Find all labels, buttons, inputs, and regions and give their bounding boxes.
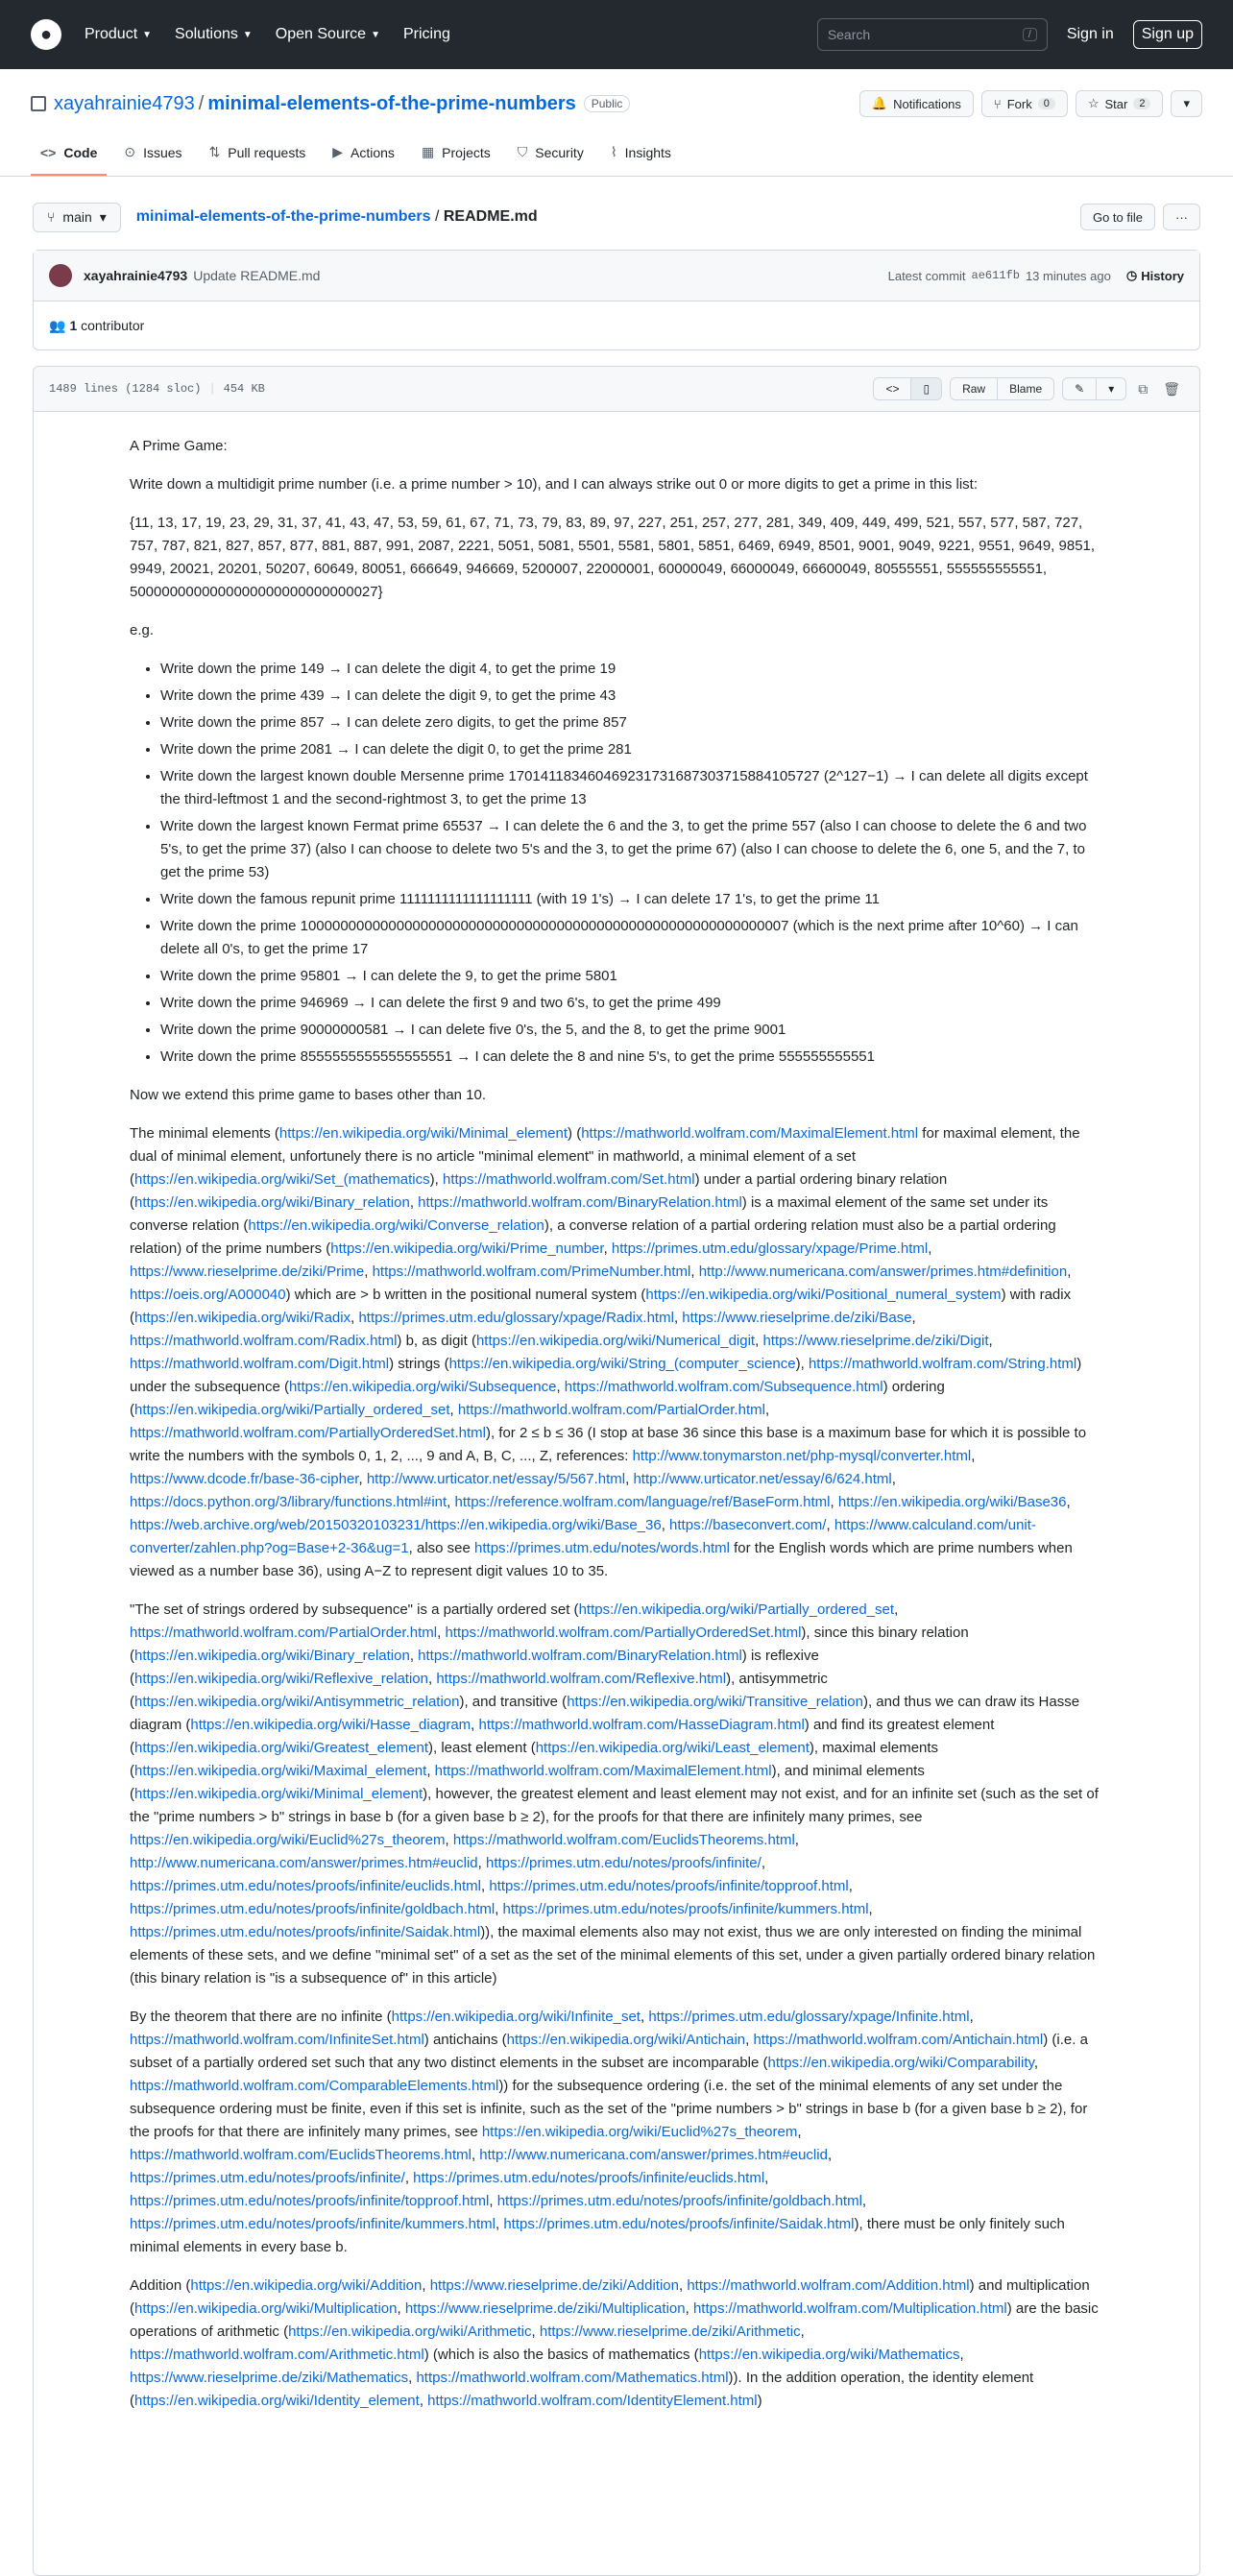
readme-link[interactable]: https://en.wikipedia.org/wiki/Positional_numeral_system <box>645 1287 1002 1303</box>
readme-link[interactable]: https://en.wikipedia.org/wiki/Set_(mathematics <box>134 1171 430 1188</box>
readme-link[interactable]: https://mathworld.wolfram.com/MaximalElement.html <box>434 1763 772 1779</box>
readme-link[interactable]: http://www.tonymarston.net/php-mysql/converter.html <box>632 1448 972 1464</box>
readme-link[interactable]: https://mathworld.wolfram.com/Mathematics.html <box>416 2370 729 2386</box>
list-item: • Write down the prime 149 → I can delete the digit 4, to get the prime 19 <box>160 658 1103 681</box>
readme-link[interactable]: https://mathworld.wolfram.com/BinaryRelation.html <box>418 1194 742 1211</box>
avatar[interactable] <box>49 264 72 287</box>
chevron-down-icon: ▾ <box>99 208 107 225</box>
breadcrumb-filename: README.md <box>443 208 538 225</box>
readme-link[interactable]: https://en.wikipedia.org/wiki/Base36 <box>837 1494 1067 1510</box>
repo-actions <box>859 90 1202 117</box>
readme-link[interactable]: https://primes.utm.edu/notes/proofs/infinite/kummers.html <box>502 1901 869 1917</box>
commit-author-link[interactable]: xayahrainie4793 <box>84 268 188 283</box>
readme-link[interactable]: https://en.wikipedia.org/wiki/Multiplication <box>134 2300 398 2317</box>
readme-link[interactable]: https://oeis.org/A000040 <box>130 1287 286 1303</box>
readme-link[interactable]: https://primes.utm.edu/glossary/xpage/Infinite.html <box>648 2009 970 2025</box>
list-item: • Write down the prime 439 → I can delete the digit 9, to get the prime 43 <box>160 685 1103 708</box>
nav-open-source[interactable]: Open Source ▼ <box>275 26 380 42</box>
nav-product[interactable]: Product ▼ <box>85 26 153 42</box>
readme-link[interactable]: https://docs.python.org/3/library/functions.html#int <box>130 1494 447 1510</box>
readme-link[interactable]: https://mathworld.wolfram.com/BinaryRelation.html <box>418 1648 742 1664</box>
readme-link[interactable]: https://reference.wolfram.com/language/ref/BaseForm.html <box>454 1494 831 1510</box>
chevron-down-icon: ▼ <box>371 29 380 40</box>
readme-link[interactable]: https://primes.utm.edu/notes/proofs/infinite/ <box>130 2170 405 2186</box>
readme-link[interactable]: https://primes.utm.edu/notes/proofs/infinite/ <box>486 1855 762 1871</box>
example-list <box>130 658 1103 1069</box>
branch-selector[interactable]: ⑂ main ▾ <box>33 203 121 232</box>
list-item: • Write down the largest known Fermat prime 65537 → I can delete the 6 and the 3, to get the prime 557 (also I can choose to delete the 6 and two 5's, to get the prime 37) (also I can choose to delete two 5's and the 3, to get the prime 67) (also I can choose to delete the 6, one 5, and the 7, to get the prime 53) <box>160 815 1103 884</box>
file-viewer <box>33 366 1200 2576</box>
commit-meta: Latest commit ae611fb 13 minutes ago ◷ History <box>887 268 1184 283</box>
readme-paragraph: Now we extend this prime game to bases other than 10. <box>130 1087 487 1103</box>
view-toggle <box>873 377 942 400</box>
readme-link[interactable]: https://mathworld.wolfram.com/Reflexive.html <box>436 1671 727 1687</box>
readme-link[interactable]: https://primes.utm.edu/notes/proofs/infinite/euclids.html <box>130 1878 482 1894</box>
readme-link[interactable]: https://primes.utm.edu/notes/proofs/infinite/goldbach.html <box>496 2193 862 2209</box>
table-icon: ▦ <box>421 144 435 159</box>
repo-name-link[interactable]: minimal-elements-of-the-prime-numbers <box>207 92 576 114</box>
fork-button[interactable]: ⑂ Fork 0 <box>981 90 1068 117</box>
readme-link[interactable]: https://en.wikipedia.org/wiki/Antisymmetric_relation <box>134 1694 460 1710</box>
chevron-down-icon: ▾ <box>1183 96 1190 110</box>
readme-paragraph: The minimal elements (https://en.wikipedia.org/wiki/Minimal_element) (https://mathworld.wolfram.com/MaximalElement.html for maximal element, the dual of minimal element, unfortunely there is no article "minimal element" in mathworld, a minimal element of a set (https://en.wikipedia.org/wiki/Set_(mathematics), https://mathworld.wolfram.com/Set.html) under a partial ordering binary relation (https://en.wikipedia.org/wiki/Binary_relation, https://mathworld.wolfram.com/BinaryRelation.html) is a maximal element of the same set under its converse relation (https://en.wikipedia.org/wiki/Converse_relation), a converse relation of a partial ordering relation must also be a partial ordering relation) of the prime numbers (https://en.wikipedia.org/wiki/Prime_number, https://primes.utm.edu/glossary/xpage/Prime.html, https://www.rieselprime.de/ziki/Prime, https://mathworld.wolfram.com/PrimeNumber.html, http://www.numericana.com/answer/primes.htm#definition, https://oeis.org/A000040) which are > b written in the positional numeral system (https://en.wikipedia.org/wiki/Positional_numeral_system) with radix (https://en.wikipedia.org/wiki/Radix, https://primes.utm.edu/glossary/xpage/Radix.html, https://www.rieselprime.de/ziki/Base, https://mathworld.wolfram.com/Radix.html) b, as digit (https://en.wikipedia.org/wiki/Numerical_digit, https://www.rieselprime.de/ziki/Digit, https://mathworld.wolfram.com/Digit.html) strings (https://en.wikipedia.org/wiki/String_(computer_science), https://mathworld.wolfram.com/String.html) under the subsequence (https://en.wikipedia.org/wiki/Subsequence, https://mathworld.wolfram.com/Subsequence.html) ordering (https://en.wikipedia.org/wiki/Partially_ordered_set, https://mathworld.wolfram.com/PartialOrder.html, https://mathworld.wolfram.com/PartiallyOrderedSet.html), for 2 ≤ b ≤ 36 (I stop at base 36 since this base is a maximum base for which it is possible to write the numbers with the symbols 0, 1, 2, ..., 9 and A, B, C, ..., Z, references: http://www.tonymarston.net/php-mysql/converter.html, https://www.dcode.fr/base-36-cipher, http://www.urticator.net/essay/5/567.html, http://www.urticator.net/essay/6/624.html, https://docs.python.org/3/library/functions.html#int, https://reference.wolfram.com/language/ref/BaseForm.html, https://en.wikipedia.org/wiki/Base36, https://web.archive.org/web/20150320103231/https://en.wikipedia.org/wiki/Base_36, https://baseconvert.com/, https://www.calculand.com/unit-converter/zahlen.php?og=Base+2-36&ug=1, also see https://primes.utm.edu/notes/words.html for the English words which are prime numbers when viewed as a number base 36), using A−Z to represent digit values 10 to 35. <box>130 1125 1087 1579</box>
readme-link[interactable]: https://www.rieselprime.de/ziki/Addition <box>429 2277 679 2294</box>
issue-icon: ⊙ <box>124 144 136 159</box>
readme-link[interactable]: https://primes.utm.edu/notes/proofs/infinite/Saidak.html <box>503 2216 855 2232</box>
search-shortcut-key: / <box>1023 28 1037 41</box>
commit-time: 13 minutes ago <box>1025 268 1111 283</box>
readme-link[interactable]: https://en.wikipedia.org/wiki/Converse_relation <box>248 1217 544 1234</box>
raw-blame-group <box>950 377 1054 400</box>
tab-issues[interactable]: ⊙ Issues <box>124 144 182 160</box>
readme-link[interactable]: http://www.urticator.net/essay/5/567.html <box>366 1471 626 1487</box>
readme-link[interactable]: https://en.wikipedia.org/wiki/Greatest_element <box>134 1740 428 1756</box>
readme-link[interactable]: https://mathworld.wolfram.com/InfiniteSet.html <box>130 2032 424 2048</box>
tab-insights[interactable]: ⌇ Insights <box>610 144 671 160</box>
readme-link[interactable]: https://primes.utm.edu/notes/proofs/infinite/euclids.html <box>413 2170 765 2186</box>
readme-link[interactable]: http://www.numericana.com/answer/primes.htm#euclid <box>479 2147 828 2163</box>
blame-button[interactable]: Blame <box>998 378 1053 399</box>
repo-header <box>0 69 1233 177</box>
readme-link[interactable]: https://mathworld.wolfram.com/PrimeNumber.html <box>372 1264 691 1280</box>
star-count: 2 <box>1133 98 1150 109</box>
tab-pull-requests[interactable]: ⇅ Pull requests <box>208 144 306 160</box>
readme-link[interactable]: https://en.wikipedia.org/wiki/Arithmetic <box>288 2323 532 2340</box>
readme-link[interactable]: https://www.dcode.fr/base-36-cipher <box>130 1471 359 1487</box>
commit-message-link[interactable]: Update README.md <box>193 268 321 283</box>
tab-code[interactable]: <> Code <box>31 134 107 176</box>
repo-icon <box>31 96 46 111</box>
readme-paragraph: Addition (https://en.wikipedia.org/wiki/Addition, https://www.rieselprime.de/ziki/Addition, https://mathworld.wolfram.com/Addition.html) and multiplication (https://en.wikipedia.org/wiki/Multiplication, https://www.rieselprime.de/ziki/Multiplication, https://mathworld.wolfram.com/Multiplication.html) are the basic operations of arithmetic (https://en.wikipedia.org/wiki/Arithmetic, https://www.rieselprime.de/ziki/Arithmetic, https://mathworld.wolfram.com/Arithmetic.html) (which is also the basics of mathematics (https://en.wikipedia.org/wiki/Mathematics, https://www.rieselprime.de/ziki/Mathematics, https://mathworld.wolfram.com/Mathematics.html)). In the addition operation, the identity element (https://en.wikipedia.org/wiki/Identity_element, https://mathworld.wolfram.com/IdentityElement.html) <box>130 2277 1099 2409</box>
contributors-link[interactable]: 1 contributor <box>69 318 145 333</box>
edit-group <box>1062 377 1126 400</box>
readme-link[interactable]: https://web.archive.org/web/20150320103231/https://en.wikipedia.org/wiki/Base_36 <box>130 1517 662 1533</box>
file-toolbar <box>873 377 1184 400</box>
sign-up-button[interactable]: Sign up <box>1133 20 1202 49</box>
star-button[interactable]: ☆ Star 2 <box>1076 90 1164 117</box>
readme-paragraph: By the theorem that there are no infinite (https://en.wikipedia.org/wiki/Infinite_set, https://primes.utm.edu/glossary/xpage/Infinite.html, https://mathworld.wolfram.com/InfiniteSet.html) antichains (https://en.wikipedia.org/wiki/Antichain, https://mathworld.wolfram.com/Antichain.html) (i.e. a subset of a partially ordered set such that any two distinct elements in the subset are incomparable (https://en.wikipedia.org/wiki/Comparability, https://mathworld.wolfram.com/ComparableElements.html)) for the subsequence ordering (i.e. the set of the minimal elements of any set under the subsequence ordering must be finite, even if this set is infinite, such as the set of the "prime numbers > b" strings in base b (for a given base b ≥ 2), for the proofs for that there are infinitely many primes, see https://en.wikipedia.org/wiki/Euclid%27s_theorem, https://mathworld.wolfram.com/EuclidsTheorems.html, http://www.numericana.com/answer/primes.htm#euclid, https://primes.utm.edu/notes/proofs/infinite/, https://primes.utm.edu/notes/proofs/infinite/euclids.html, https://primes.utm.edu/notes/proofs/infinite/topproof.html, https://primes.utm.edu/notes/proofs/infinite/goldbach.html, https://primes.utm.edu/notes/proofs/infinite/kummers.html, https://primes.utm.edu/notes/proofs/infinite/Saidak.html), there must be only finitely such minimal elements in every base b. <box>130 2009 1088 2255</box>
list-item: • Write down the prime 90000000581 → I can delete five 0's, the 5, and the 8, to get the prime 9001 <box>160 1019 1103 1042</box>
star-icon: ☆ <box>1087 96 1100 110</box>
readme-link[interactable]: https://en.wikipedia.org/wiki/Subsequence <box>288 1379 557 1395</box>
readme-link[interactable]: https://primes.utm.edu/notes/proofs/infinite/goldbach.html <box>130 1901 496 1917</box>
readme-link[interactable]: https://mathworld.wolfram.com/Multiplication.html <box>692 2300 1007 2317</box>
readme-link[interactable]: https://www.calculand.com/unit-converter/zahlen.php?og=Base+2-36&ug=1 <box>130 1517 1036 1556</box>
readme-link[interactable]: https://mathworld.wolfram.com/PartiallyOrderedSet.html <box>130 1425 486 1441</box>
readme-link[interactable]: https://mathworld.wolfram.com/EuclidsTheorems.html <box>452 1832 795 1848</box>
clock-icon: ◷ <box>1125 268 1138 282</box>
graph-icon: ⌇ <box>610 144 617 159</box>
readme-link[interactable]: https://en.wikipedia.org/wiki/Reflexive_relation <box>134 1671 428 1687</box>
readme-link[interactable]: https://mathworld.wolfram.com/Addition.html <box>687 2277 970 2294</box>
shield-icon: ⛉ <box>517 144 528 159</box>
people-icon: 👥 <box>49 317 66 333</box>
readme-link[interactable]: https://mathworld.wolfram.com/Set.html <box>442 1171 695 1188</box>
readme-link[interactable]: https://en.wikipedia.org/wiki/Euclid%27s_theorem <box>481 2124 798 2140</box>
code-icon: <> <box>40 144 57 160</box>
readme-link[interactable]: https://en.wikipedia.org/wiki/Partially_ordered_set <box>578 1601 895 1618</box>
list-item: • Write down the prime 1000000000000000000000000000000000000000000000000000000000007 (which is the next prime after 10^60) → I can delete all 0's, to get the prime 17 <box>160 915 1103 961</box>
readme-link[interactable]: https://www.rieselprime.de/ziki/Mathematics <box>130 2370 409 2386</box>
repo-title <box>31 84 1202 123</box>
divider: | <box>208 382 216 396</box>
readme-link[interactable]: https://baseconvert.com/ <box>669 1517 827 1533</box>
nav-solutions[interactable]: Solutions ▼ <box>175 26 253 42</box>
edit-icon[interactable]: ✎ <box>1063 378 1097 399</box>
breadcrumb-repo-link[interactable]: minimal-elements-of-the-prime-numbers <box>135 208 431 225</box>
readme-link[interactable]: https://en.wikipedia.org/wiki/Euclid%27s_theorem <box>130 1832 446 1848</box>
chevron-down-icon[interactable]: ▾ <box>1097 378 1125 399</box>
readme-link[interactable]: https://primes.utm.edu/notes/proofs/infinite/kummers.html <box>130 2216 496 2232</box>
readme-link[interactable]: https://en.wikipedia.org/wiki/String_(computer_science <box>448 1356 796 1372</box>
chevron-down-icon: ▼ <box>142 29 153 40</box>
readme-link[interactable]: https://www.rieselprime.de/ziki/Digit <box>762 1333 989 1349</box>
repo-owner-link[interactable]: xayahrainie4793 <box>54 92 195 114</box>
file-header <box>34 367 1199 412</box>
top-nav <box>85 26 817 43</box>
readme-link[interactable]: https://mathworld.wolfram.com/IdentityElement.html <box>427 2393 758 2409</box>
file-size: 454 KB <box>223 382 265 396</box>
readme-link[interactable]: https://mathworld.wolfram.com/ComparableElements.html <box>130 2078 499 2094</box>
readme-link[interactable]: https://mathworld.wolfram.com/Radix.html <box>130 1333 398 1349</box>
readme-link[interactable]: https://mathworld.wolfram.com/PartialOrder.html <box>457 1402 765 1418</box>
readme-link[interactable]: https://primes.utm.edu/notes/proofs/infinite/topproof.html <box>489 1878 849 1894</box>
readme-link[interactable]: https://mathworld.wolfram.com/Antichain.html <box>753 2032 1044 2048</box>
readme-link[interactable]: https://en.wikipedia.org/wiki/Binary_relation <box>134 1648 410 1664</box>
branch-icon: ⑂ <box>47 209 56 225</box>
breadcrumb <box>136 208 538 226</box>
readme-link[interactable]: https://www.rieselprime.de/ziki/Prime <box>130 1264 365 1280</box>
readme-link[interactable]: https://en.wikipedia.org/wiki/Hasse_diagram <box>190 1717 471 1733</box>
nav-pricing[interactable]: Pricing <box>402 26 450 42</box>
readme-link[interactable]: https://en.wikipedia.org/wiki/Prime_number <box>330 1240 604 1257</box>
search-input[interactable]: Search / <box>817 18 1048 51</box>
fork-count: 0 <box>1038 98 1055 109</box>
list-item: • Write down the prime 946969 → I can delete the first 9 and two 6's, to get the prime 499 <box>160 992 1103 1015</box>
preview-button[interactable]: ▯ <box>911 378 941 399</box>
readme-link[interactable]: https://www.rieselprime.de/ziki/Multiplication <box>404 2300 686 2317</box>
star-dropdown-button[interactable] <box>1171 90 1202 117</box>
readme-link[interactable]: http://www.urticator.net/essay/6/624.html <box>633 1471 892 1487</box>
readme-link[interactable]: https://primes.utm.edu/glossary/xpage/Radix.html <box>358 1310 674 1326</box>
readme-link[interactable]: https://en.wikipedia.org/wiki/Infinite_set <box>391 2009 641 2025</box>
repo-tabs <box>31 134 1202 176</box>
readme-paragraph: Write down a multidigit prime number (i.e. a prime number > 10), and I can always strike out 0 or more digits to get a prime in this list: <box>130 476 979 493</box>
readme-link[interactable]: https://en.wikipedia.org/wiki/Minimal_element <box>278 1125 568 1142</box>
readme-link[interactable]: https://primes.utm.edu/notes/proofs/infinite/Saidak.html <box>130 1924 481 1940</box>
go-to-file-button[interactable]: Go to file <box>1080 204 1155 230</box>
commit-sha-link[interactable]: ae611fb <box>971 269 1020 282</box>
readme-link[interactable]: https://en.wikipedia.org/wiki/Radix <box>134 1310 351 1326</box>
readme-paragraph: e.g. <box>130 622 155 638</box>
code-view-button[interactable]: <> <box>874 378 911 399</box>
list-item: • Write down the prime 8555555555555555551 → I can delete the 8 and nine 5's, to get the prime 555555555551 <box>160 1046 1103 1069</box>
readme-link[interactable]: https://mathworld.wolfram.com/HasseDiagram.html <box>478 1717 805 1733</box>
github-logo-icon[interactable]: ● <box>31 19 61 50</box>
readme-link[interactable]: https://mathworld.wolfram.com/MaximalElement.html <box>581 1125 919 1142</box>
notifications-button[interactable]: 🔔 Notifications <box>859 90 974 117</box>
history-link[interactable]: ◷ History <box>1125 268 1184 283</box>
readme-link[interactable]: https://en.wikipedia.org/wiki/Minimal_element <box>134 1786 423 1802</box>
fork-icon: ⑂ <box>993 96 1002 111</box>
readme-link[interactable]: https://www.rieselprime.de/ziki/Base <box>682 1310 912 1326</box>
main-content <box>0 200 1233 2576</box>
list-item: • Write down the prime 95801 → I can delete the 9, to get the prime 5801 <box>160 965 1103 988</box>
readme-link[interactable]: https://mathworld.wolfram.com/PartiallyOrderedSet.html <box>445 1625 802 1641</box>
readme-link[interactable]: https://en.wikipedia.org/wiki/Comparability <box>767 2055 1034 2071</box>
readme-link[interactable]: https://mathworld.wolfram.com/Digit.html <box>130 1356 390 1372</box>
readme-paragraph: A Prime Game: <box>130 438 228 454</box>
readme-link[interactable]: https://en.wikipedia.org/wiki/Transitive_relation <box>567 1694 863 1710</box>
readme-link[interactable]: https://primes.utm.edu/notes/words.html <box>474 1540 730 1556</box>
readme-link[interactable]: https://en.wikipedia.org/wiki/Addition <box>190 2277 423 2294</box>
readme-link[interactable]: https://en.wikipedia.org/wiki/Partially_ordered_set <box>134 1402 450 1418</box>
readme-link[interactable]: https://primes.utm.edu/glossary/xpage/Prime.html <box>611 1240 929 1257</box>
copy-icon[interactable]: ⧉ <box>1138 380 1148 397</box>
tab-actions[interactable]: ▶ Actions <box>332 144 395 160</box>
raw-button[interactable]: Raw <box>951 378 998 399</box>
readme-link[interactable]: https://mathworld.wolfram.com/EuclidsTheorems.html <box>130 2147 471 2163</box>
breadcrumb-separator: / <box>434 208 440 225</box>
readme-link[interactable]: https://en.wikipedia.org/wiki/Maximal_element <box>134 1763 427 1779</box>
readme-link[interactable]: https://mathworld.wolfram.com/PartialOrder.html <box>130 1625 438 1641</box>
readme-link[interactable]: https://en.wikipedia.org/wiki/Least_element <box>535 1740 810 1756</box>
readme-link[interactable]: https://en.wikipedia.org/wiki/Numerical_digit <box>475 1333 756 1349</box>
line-count: 1489 lines (1284 sloc) <box>49 382 202 396</box>
readme-link[interactable]: https://www.rieselprime.de/ziki/Arithmetic <box>539 2323 801 2340</box>
pull-request-icon: ⇅ <box>208 144 221 159</box>
trash-icon[interactable]: 🗑 <box>1163 380 1180 397</box>
readme-paragraph: "The set of strings ordered by subsequence" is a partially ordered set (https://en.wikipedia.org/wiki/Partially_ordered_set, https://mathworld.wolfram.com/PartialOrder.html, https://mathworld.wolfram.com/PartiallyOrderedSet.html), since this binary relation (https://en.wikipedia.org/wiki/Binary_relation, https://mathworld.wolfram.com/BinaryRelation.html) is reflexive (https://en.wikipedia.org/wiki/Reflexive_relation, https://mathworld.wolfram.com/Reflexive.html), antisymmetric (https://en.wikipedia.org/wiki/Antisymmetric_relation), and transitive (https://en.wikipedia.org/wiki/Transitive_relation), and thus we can draw its Hasse diagram (https://en.wikipedia.org/wiki/Hasse_diagram, https://mathworld.wolfram.com/HasseDiagram.html) and find its greatest element (https://en.wikipedia.org/wiki/Greatest_element), least element (https://en.wikipedia.org/wiki/Least_element), maximal elements (https://en.wikipedia.org/wiki/Maximal_element, https://mathworld.wolfram.com/MaximalElement.html), and minimal elements (https://en.wikipedia.org/wiki/Minimal_element), however, the greatest element and least element may not exist, and for an infinite set (such as the set of the "prime numbers > b" strings in base b (for a given base b ≥ 2), for the proofs for that there are infinitely many primes, see https://en.wikipedia.org/wiki/Euclid%27s_theorem, https://mathworld.wolfram.com/EuclidsTheorems.html, http://www.numericana.com/answer/primes.htm#euclid, https://primes.utm.edu/notes/proofs/infinite/, https://primes.utm.edu/notes/proofs/infinite/euclids.html, https://primes.utm.edu/notes/proofs/infinite/topproof.html, https://primes.utm.edu/notes/proofs/infinite/goldbach.html, https://primes.utm.edu/notes/proofs/infinite/kummers.html, https://primes.utm.edu/notes/proofs/infinite/Saidak.html)), the maximal elements also may not exist, thus we are only interested on finding the minimal elements of these sets, and we define "minimal set" of a set as the set of the minimal elements of this set, under a given partially ordered binary relation (this binary relation is "is a subsequence of" in this article) <box>130 1601 1099 1986</box>
list-item: • Write down the famous repunit prime 1111111111111111111 (with 19 1's) → I can delete 17 1's, to get the prime 11 <box>160 888 1103 911</box>
commit-box <box>33 250 1200 350</box>
readme-link[interactable]: https://en.wikipedia.org/wiki/Mathematics <box>698 2347 960 2363</box>
list-item: • Write down the prime 2081 → I can delete the digit 0, to get the prime 281 <box>160 738 1103 761</box>
readme-link[interactable]: https://en.wikipedia.org/wiki/Antichain <box>506 2032 746 2048</box>
readme-link[interactable]: https://en.wikipedia.org/wiki/Identity_element <box>134 2393 420 2409</box>
latest-commit-row <box>34 251 1199 301</box>
readme-paragraph: {11, 13, 17, 19, 23, 29, 31, 37, 41, 43, 47, 53, 59, 61, 67, 71, 73, 79, 83, 89, 97, 227, 251, 257, 277, 281, 349, 409, 449, 499, 521, 557, 577, 587, 727, 757, 787, 821, 827, 857, 877, 881, 887, 991, 2087, 2221, 5051, 5081, 5501, 5581, 5801, 5851, 6469, 6949, 8501, 9001, 9049, 9221, 9551, 9649, 9851, 9949, 20021, 20201, 50207, 60649, 80051, 666649, 946669, 5200007, 22000001, 60000049, 66000049, 66600049, 80555551, 555555555551, 5000000000000000000000000000027} <box>130 515 1096 600</box>
readme-link[interactable]: https://primes.utm.edu/notes/proofs/infinite/topproof.html <box>130 2193 490 2209</box>
visibility-badge: Public <box>584 95 631 112</box>
tab-projects[interactable]: ▦ Projects <box>421 144 491 160</box>
play-icon: ▶ <box>332 144 344 159</box>
list-item: • Write down the prime 857 → I can delete zero digits, to get the prime 857 <box>160 711 1103 734</box>
readme-link[interactable]: http://www.numericana.com/answer/primes.htm#euclid <box>130 1855 478 1871</box>
readme-link[interactable]: https://mathworld.wolfram.com/String.html <box>808 1356 1077 1372</box>
top-bar <box>0 0 1233 69</box>
tab-security[interactable]: ⛉ Security <box>517 144 584 160</box>
list-item: • Write down the largest known double Mersenne prime 170141183460469231731687303715884105727 (2^127−1) → I can delete all digits except the third-leftmost 1 and the second-rightmost 3, to get the prime 13 <box>160 765 1103 811</box>
sign-in-link[interactable]: Sign in <box>1066 26 1114 42</box>
repo-title-separator: / <box>198 92 205 114</box>
more-options-button[interactable]: ··· <box>1163 204 1200 230</box>
contributors-row <box>34 301 1199 349</box>
chevron-down-icon: ▼ <box>242 29 253 40</box>
bell-icon: 🔔 <box>871 96 888 110</box>
readme-link[interactable]: https://en.wikipedia.org/wiki/Binary_relation <box>134 1194 410 1211</box>
readme-link[interactable]: http://www.numericana.com/answer/primes.htm#definition <box>698 1264 1068 1280</box>
readme-link[interactable]: https://mathworld.wolfram.com/Subsequence.html <box>564 1379 883 1395</box>
file-nav-actions <box>1080 204 1200 230</box>
readme-link[interactable]: https://mathworld.wolfram.com/Arithmetic.html <box>130 2347 424 2363</box>
readme-content <box>34 412 1199 2413</box>
file-navigation <box>33 200 1200 234</box>
